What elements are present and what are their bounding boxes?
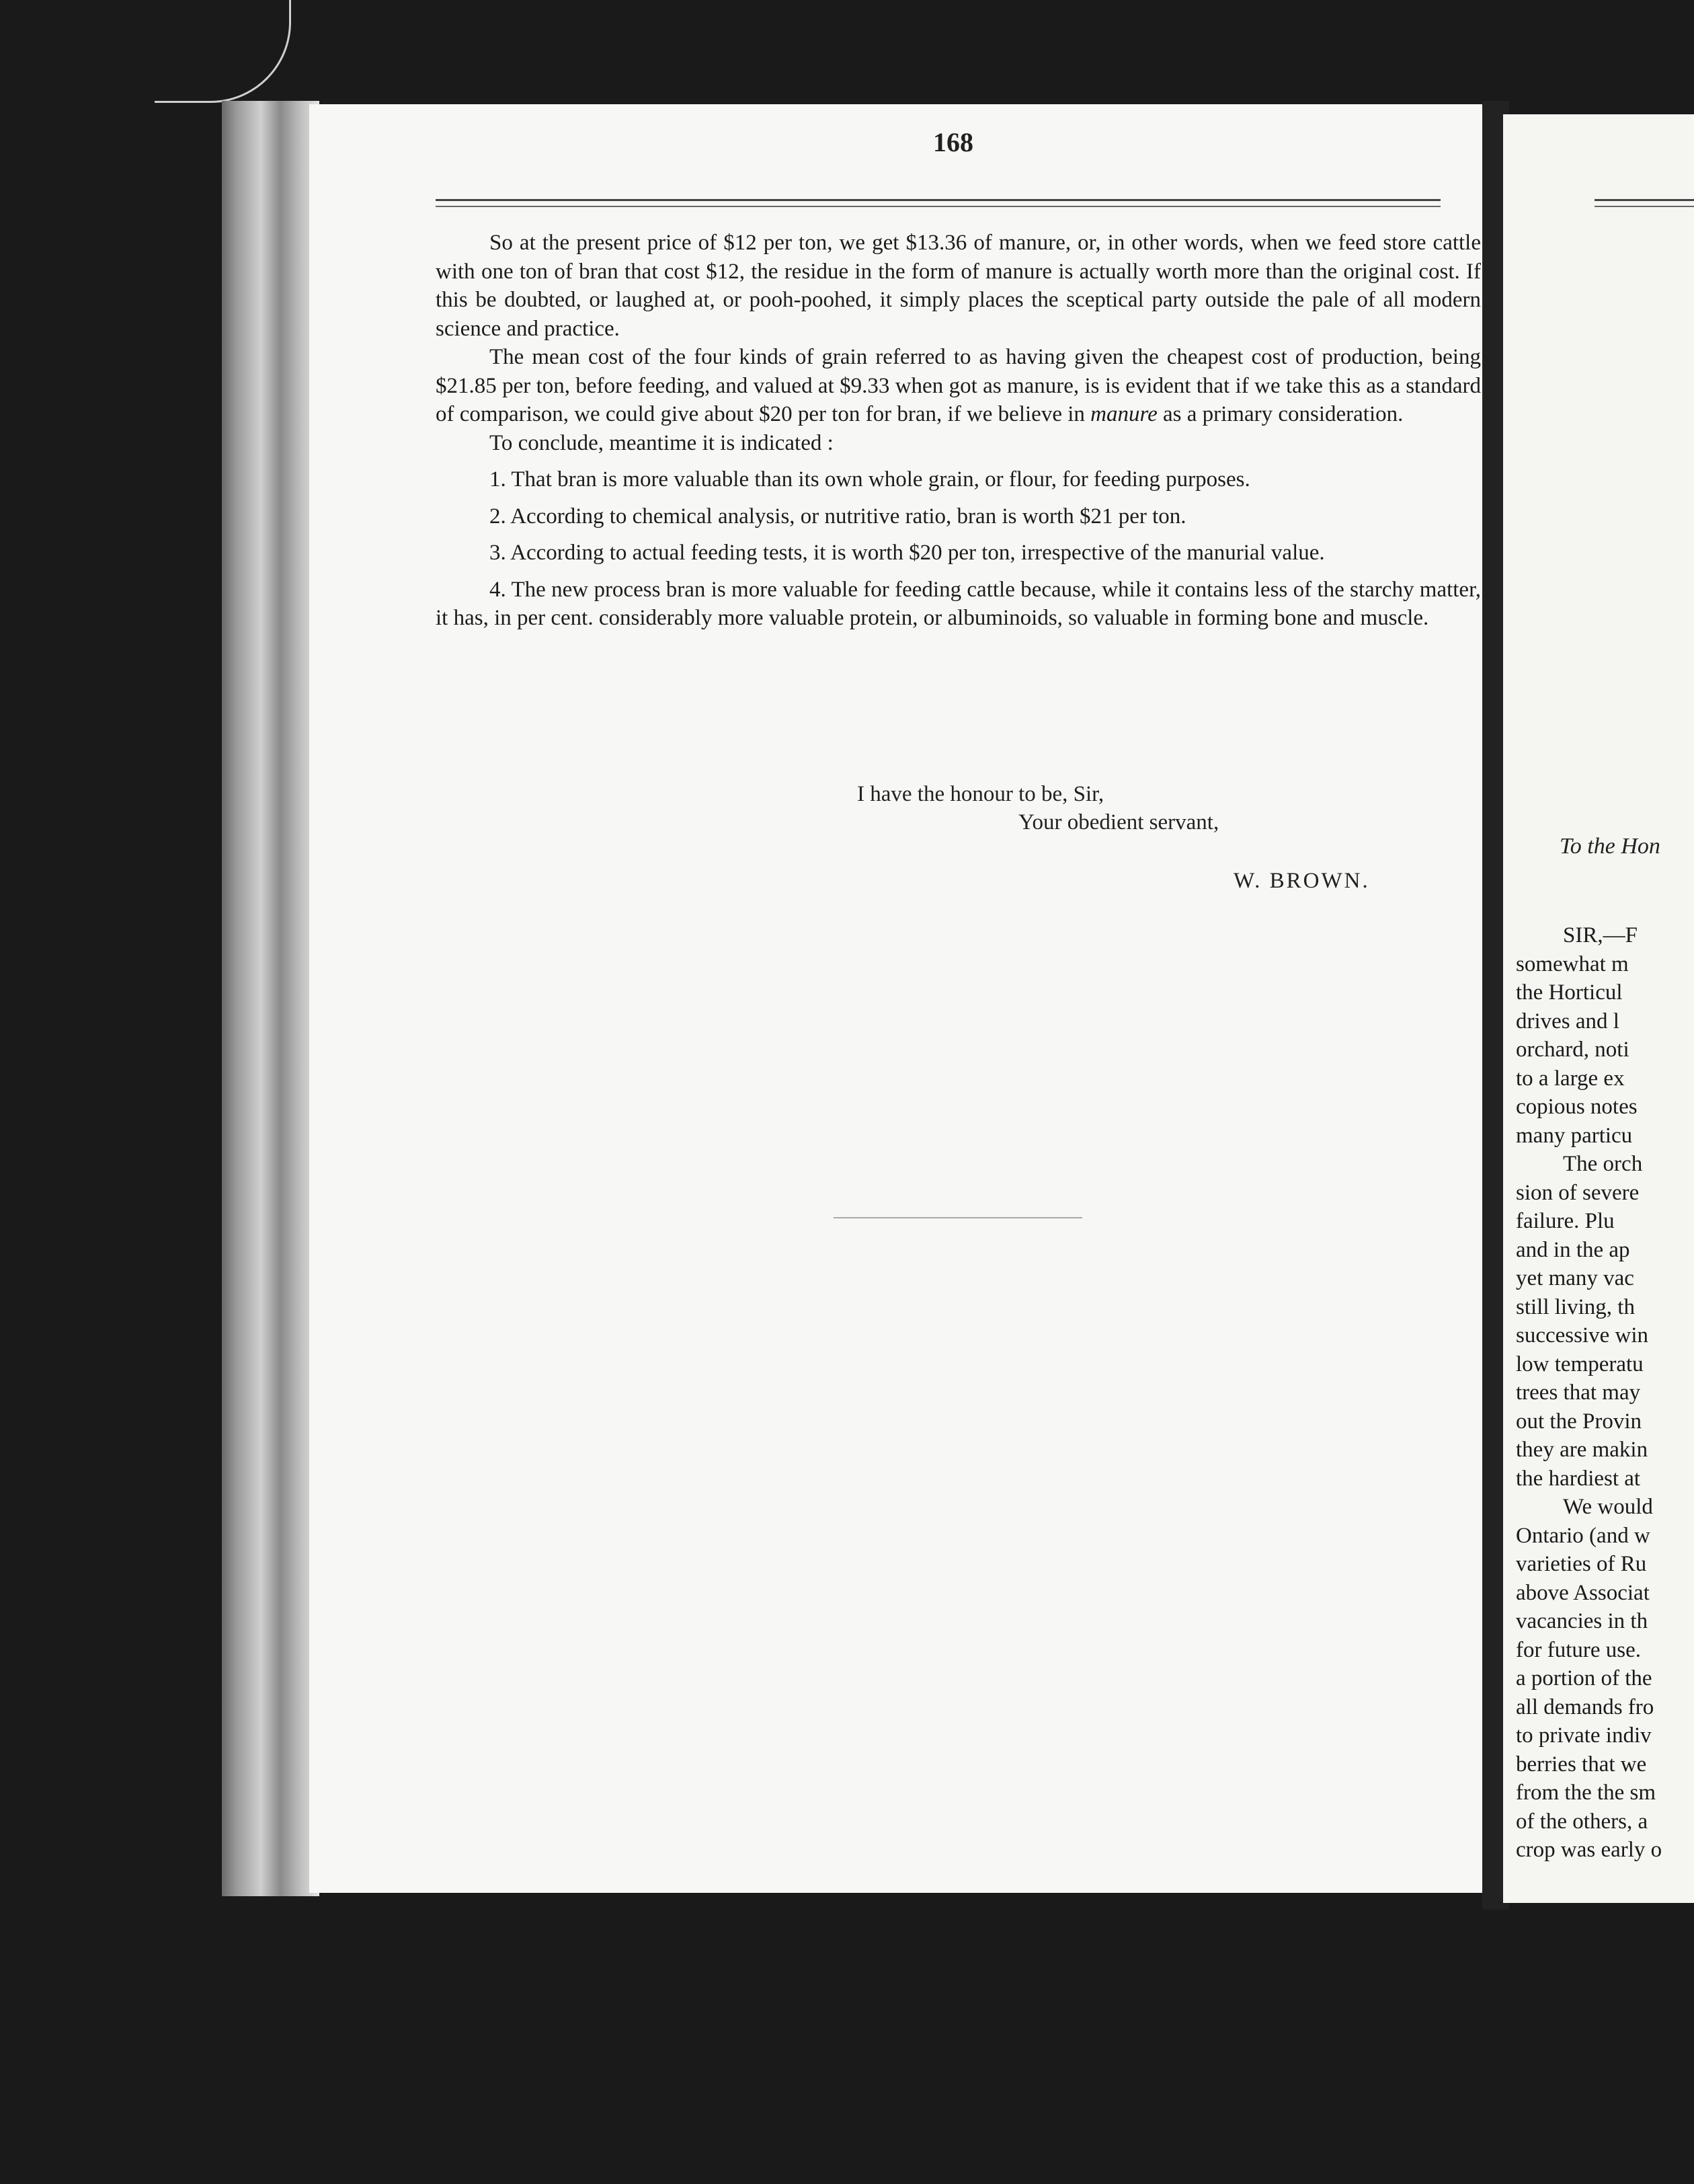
- right-page-line: vacancies in th: [1516, 1609, 1648, 1633]
- list-item: 4. The new process bran is more valuable for feeding cattle because, while it contains less of the starchy matter, it has, in per cent. considerably more valuable protein, or albuminoids, so valuable in forming bone and muscle.: [436, 577, 1481, 630]
- header-rule: [436, 199, 1441, 201]
- right-page-line: out the Provin: [1516, 1409, 1642, 1434]
- right-page-line: SIR,—F: [1563, 923, 1638, 947]
- right-page-line: to private indiv: [1516, 1723, 1652, 1748]
- right-page-line: for future use.: [1516, 1637, 1642, 1662]
- right-page-line: copious notes: [1516, 1095, 1638, 1119]
- paragraph-text: The mean cost of the four kinds of grain referred to as having given the cheapest cost of production, being $21.85 per ton, before feeding, and valued at $9.33 when got as manure, is is evident that if we take this as a standard of comparison, we could give about $20 per ton for bran, if we believe in: [436, 345, 1481, 426]
- closing-line: I have the honour to be, Sir,: [857, 782, 1104, 806]
- right-page-line: sion of severe: [1516, 1180, 1640, 1205]
- page-number: 168: [933, 127, 973, 157]
- list-item: 3. According to actual feeding tests, it is worth $20 per ton, irrespective of the manurial value.: [489, 541, 1325, 565]
- right-page-line: from the the sm: [1516, 1781, 1656, 1805]
- header-rule-thin: [436, 206, 1441, 207]
- signature: W. BROWN.: [1234, 869, 1370, 893]
- right-page-line: trees that may: [1516, 1380, 1641, 1405]
- body-text: [436, 229, 1481, 633]
- right-page-line: of the others, a: [1516, 1809, 1648, 1834]
- right-header-rule-thin: [1595, 206, 1694, 207]
- right-page-line: still living, th: [1516, 1294, 1635, 1319]
- right-page-line: failure. Plu: [1516, 1209, 1615, 1233]
- right-page-line: orchard, noti: [1516, 1038, 1629, 1062]
- right-page-line: berries that we: [1516, 1752, 1647, 1777]
- closing: [857, 780, 1219, 836]
- book-page-edges: [222, 101, 319, 1896]
- list-item: 1. That bran is more valuable than its own whole grain, or flour, for feeding purposes.: [489, 467, 1250, 492]
- right-page-line: many particu: [1516, 1123, 1633, 1148]
- right-page-line: We would: [1563, 1495, 1653, 1519]
- right-page-line: they are makin: [1516, 1438, 1648, 1462]
- paragraph: So at the present price of $12 per ton, we get $13.36 of manure, or, in other words, when we feed store cattle with one ton of bran that cost $12, the residue in the form of manure is actually worth more than the original cost. If this be doubted, or laughed at, or pooh-poohed, it simply places the sceptical party outside the pale of all modern science and practice.: [436, 231, 1481, 341]
- italic-word: manure: [1090, 402, 1158, 426]
- right-page-text: [1516, 921, 1694, 1865]
- section-divider: [834, 1217, 1082, 1218]
- right-page-line: somewhat m: [1516, 951, 1629, 976]
- paragraph: To conclude, meantime it is indicated :: [489, 430, 834, 455]
- right-page-heading: To the Hon: [1560, 834, 1660, 859]
- paragraph: [436, 343, 1481, 429]
- right-page-line: a portion of the: [1516, 1666, 1652, 1690]
- right-header-rule: [1595, 199, 1694, 201]
- right-page-line: yet many vac: [1516, 1266, 1634, 1290]
- cable: [155, 0, 291, 103]
- right-page-line: to a large ex: [1516, 1066, 1625, 1091]
- right-page-line: The orch: [1563, 1152, 1643, 1176]
- right-page-line: varieties of Ru: [1516, 1552, 1647, 1576]
- right-page-line: Ontario (and w: [1516, 1523, 1650, 1548]
- right-page-line: and in the ap: [1516, 1237, 1630, 1262]
- right-page-line: drives and l: [1516, 1009, 1619, 1034]
- right-page-line: low temperatu: [1516, 1352, 1644, 1376]
- right-page-line: all demands fro: [1516, 1694, 1654, 1719]
- right-page-line: the Horticul: [1516, 980, 1623, 1005]
- right-page-line: crop was early o: [1516, 1838, 1662, 1862]
- right-page-line: above Associat: [1516, 1580, 1650, 1605]
- right-page-line: successive win: [1516, 1323, 1649, 1348]
- paragraph-end: as a primary consideration.: [1163, 402, 1404, 426]
- list-item: 2. According to chemical analysis, or nutritive ratio, bran is worth $21 per ton.: [489, 504, 1186, 529]
- right-page-line: the hardiest at: [1516, 1466, 1641, 1491]
- closing-line: Your obedient servant,: [1018, 810, 1219, 834]
